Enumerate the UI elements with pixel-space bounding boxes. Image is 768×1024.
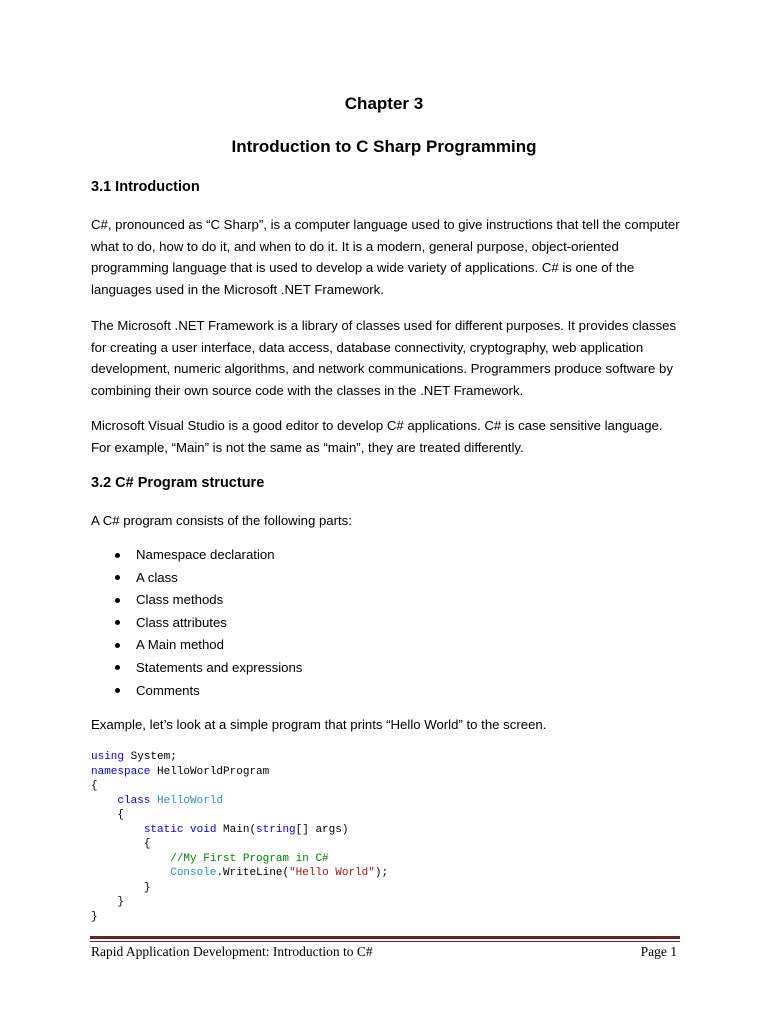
list-item: Class methods bbox=[91, 589, 302, 612]
chapter-title: Introduction to C Sharp Programming bbox=[231, 137, 537, 156]
bullet-icon bbox=[115, 598, 120, 603]
paragraph-parts-intro: A C# program consists of the following parts: bbox=[91, 513, 352, 528]
page-number: Page 1 bbox=[640, 944, 677, 959]
list-item: A class bbox=[91, 567, 302, 590]
list-item: Statements and expressions bbox=[91, 657, 302, 680]
code-sample: using System; namespace HelloWorldProgram { class HelloWorld { static void Main(string[] args) { //My First Program in C# Console.WriteLine("Hello World"); } } } bbox=[91, 751, 389, 923]
footer-rule-thick bbox=[90, 936, 680, 939]
footer-title: Rapid Application Development: Introduction to C# bbox=[91, 944, 373, 959]
bullet-icon bbox=[115, 688, 120, 693]
paragraph-dotnet-framework: The Microsoft .NET Framework is a library of classes used for different purposes. It provides classes for creating a user interface, data access, database connectivity, cryptography, web application development, numeric algorithms, and network communications. Programmers produce software by combining their own source code with the classes in the .NET Framework. bbox=[91, 318, 677, 399]
footer-rule-thin bbox=[90, 941, 680, 942]
list-item: Namespace declaration bbox=[91, 544, 302, 567]
bullet-icon bbox=[115, 643, 120, 648]
paragraph-csharp-intro: C#, pronounced as “C Sharp”, is a computer language used to give instructions that tell the computer what to do, how to do it, and when to do it. It is a modern, general purpose, object-oriented programming language that is used to develop a wide variety of applications. C# is one of the languages used in the Microsoft .NET Framework. bbox=[91, 217, 680, 298]
chapter-label: Chapter 3 bbox=[344, 94, 424, 113]
program-parts-list bbox=[91, 544, 302, 702]
list-item: Comments bbox=[91, 680, 302, 703]
section-heading-program-structure: 3.2 C# Program structure bbox=[91, 475, 265, 491]
bullet-icon bbox=[115, 665, 120, 670]
list-item: Class attributes bbox=[91, 612, 302, 635]
bullet-icon bbox=[115, 553, 120, 558]
list-item: A Main method bbox=[91, 634, 302, 657]
section-heading-introduction: 3.1 Introduction bbox=[91, 179, 200, 195]
bullet-icon bbox=[115, 620, 120, 625]
paragraph-example-intro: Example, let’s look at a simple program that prints “Hello World” to the screen. bbox=[91, 717, 547, 732]
paragraph-visual-studio: Microsoft Visual Studio is a good editor to develop C# applications. C# is case sensitive language. For example, “Main” is not the same as “main”, they are treated differently. bbox=[91, 418, 663, 455]
bullet-icon bbox=[115, 575, 120, 580]
